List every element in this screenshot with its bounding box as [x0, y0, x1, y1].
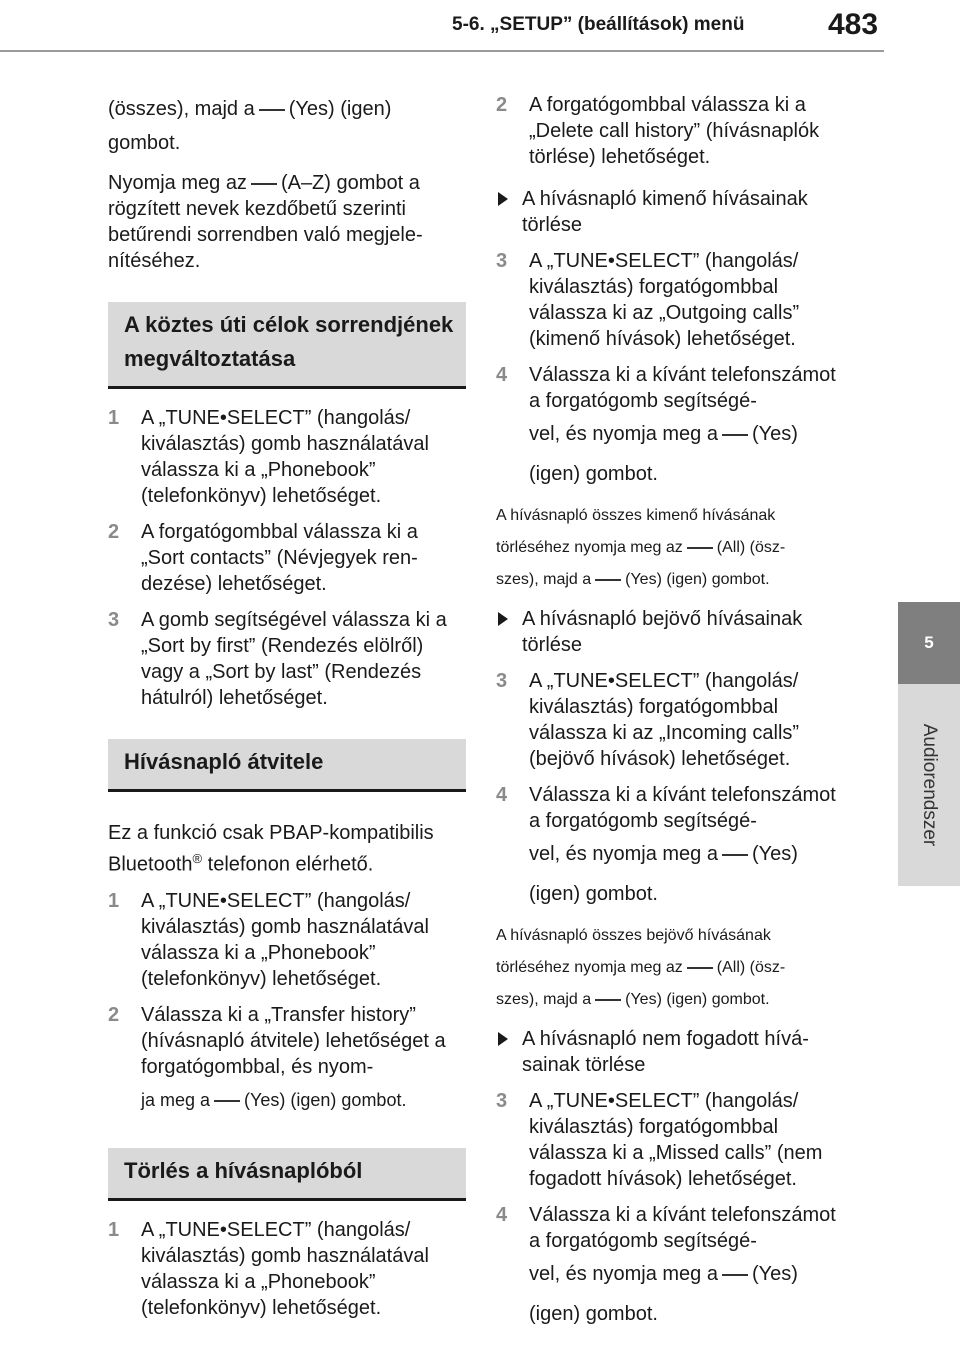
step-item: 1 A „TUNE•SELECT” (hangolás/ kiválasztás) gomb használatával válassza ki a „Phonebook” (telefonkönyv) lehetőséget.: [108, 889, 429, 990]
note-outgoing: A hívásnapló összes kimenő hívásának törléséhez nyomja meg az (All) (ösz- szes), majd a (Yes) (igen) gombot.: [496, 507, 786, 588]
step-item: 2 A forgatógombbal válassza ki a „Sort contacts” (Névjegyek rendezése) lehetőséget.: [108, 521, 418, 595]
chapter-label-tab: [898, 684, 960, 886]
step-item: 1 A „TUNE•SELECT” (hangolás/ kiválasztás) gomb használatával válassza ki a „Phonebook” (telefonkönyv) lehetőséget.: [108, 1218, 429, 1319]
button-icon: [722, 1274, 748, 1276]
paragraph-pbap-note: Ez a funkció csak PBAP-kompatibilis Bluetooth® telefonon elérhető.: [108, 822, 434, 876]
step-item: 2 Válassza ki a „Transfer history” (hívásnapló átvitele) lehetőséget a forgatógombbal, és nyom- ja meg a (Yes) (igen) gombot.: [108, 1003, 446, 1110]
chapter-label: Audiorendszer: [919, 723, 940, 847]
step-item: 4 Válassza ki a kívánt telefonszámot a forgatógomb segítségé- vel, és nyomja meg a (Yes) (igen) gombot.: [496, 784, 836, 905]
step-item: 4 Válassza ki a kívánt telefonszámot a forgatógomb segítségé- vel, és nyomja meg a (Yes) (igen) gombot.: [496, 1204, 836, 1325]
button-icon: [722, 854, 748, 856]
button-icon: [687, 547, 713, 549]
step-item: 4 Válassza ki a kívánt telefonszámot a forgatógomb segítségé- vel, és nyomja meg a (Yes) (igen) gombot.: [496, 364, 836, 485]
step-item: 1 A „TUNE•SELECT” (hangolás/ kiválasztás) gomb használatával válassza ki a „Phonebook” (telefonkönyv) lehetőséget.: [108, 407, 429, 507]
section-heading-history-transfer: Hívásnapló átvitele: [108, 739, 466, 792]
triangle-bullet-icon: [498, 1032, 508, 1046]
bullet-outgoing-title: A hívásnapló kimenő hívásainak törlése: [496, 186, 846, 238]
header-rule: [0, 50, 884, 52]
button-icon: [687, 967, 713, 969]
button-icon: [259, 109, 285, 111]
button-icon: [251, 183, 277, 185]
step-item: 3 A gomb segítségével válassza ki a „Sort by first” (Rendezés elölről) vagy a „Sort by last” (Rendezés hátulról) lehetőséget.: [108, 609, 447, 709]
button-icon: [595, 999, 621, 1001]
chapter-number-tab: [898, 602, 960, 684]
left-column: [108, 92, 466, 1321]
section-heading-delete-history: Törlés a hívásnaplóból: [108, 1148, 466, 1201]
triangle-bullet-icon: [498, 612, 508, 626]
paragraph-all-then-yes: (összes), majd a (Yes) (igen) gombot.: [108, 98, 392, 154]
step-item: 3 A „TUNE•SELECT” (hangolás/ kiválasztás) forgatógombbal válassza ki a „Missed calls” (nem fogadott hívások) lehetőséget.: [496, 1090, 823, 1190]
step-item: 2 A forgatógombbal válassza ki a „Delete call history” (hívásnaplók törlése) lehetőséget.: [496, 94, 820, 168]
paragraph-az-sort: Nyomja meg az (A–Z) gombot a rögzített nevek kezdőbetű szerinti betűrendi sorrendben való megjelenítéséhez.: [108, 172, 423, 272]
chapter-number: 5: [924, 633, 934, 652]
header-section-title: 5-6. „SETUP” (beállítások) menü: [452, 14, 745, 35]
bullet-incoming-title: A hívásnapló bejövő hívásainak törlése: [496, 606, 846, 658]
page-number: 483: [828, 8, 879, 41]
triangle-bullet-icon: [498, 192, 508, 206]
button-icon: [595, 579, 621, 581]
section-heading-reorder: A köztes úti célok sorrendjének megváltoztatása: [108, 302, 466, 389]
right-column: [496, 92, 846, 1334]
bullet-missed-title: A hívásnapló nem fogadott hívásainak törlése: [496, 1026, 846, 1078]
note-incoming: A hívásnapló összes bejövő hívásának törléséhez nyomja meg az (All) (ösz- szes), majd a (Yes) (igen) gombot.: [496, 927, 786, 1008]
step-item: 3 A „TUNE•SELECT” (hangolás/ kiválasztás) forgatógombbal válassza ki az „Outgoing calls” (kimenő hívások) lehetőséget.: [496, 250, 800, 350]
button-icon: [722, 434, 748, 436]
step-item: 3 A „TUNE•SELECT” (hangolás/ kiválasztás) forgatógombbal válassza ki az „Incoming calls” (bejövő hívások) lehetőséget.: [496, 670, 800, 770]
button-icon: [214, 1100, 240, 1102]
